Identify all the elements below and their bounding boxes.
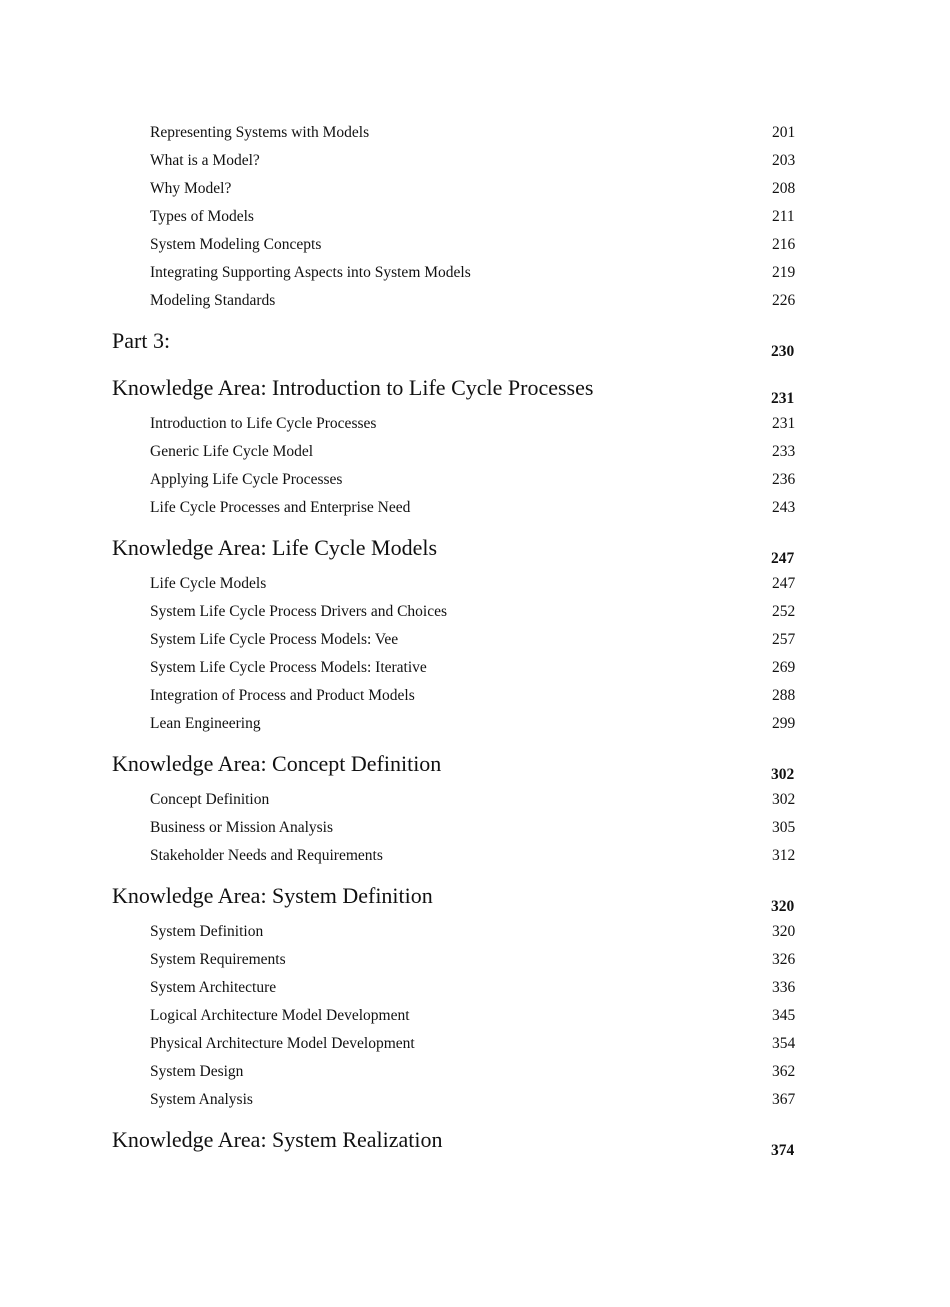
entry-title[interactable]: System Design bbox=[150, 1063, 244, 1080]
page-number: 203 bbox=[772, 152, 796, 169]
page-number: 345 bbox=[772, 1007, 796, 1024]
entry-title[interactable]: Physical Architecture Model Development bbox=[150, 1035, 415, 1052]
entry-title[interactable]: System Analysis bbox=[150, 1091, 253, 1108]
entry-title[interactable]: System Modeling Concepts bbox=[150, 236, 322, 253]
heading-title[interactable]: Part 3: bbox=[112, 328, 171, 353]
page-number: 326 bbox=[772, 951, 796, 968]
page-number: 247 bbox=[772, 575, 796, 592]
entry-title[interactable]: System Definition bbox=[150, 923, 264, 940]
page-number: 354 bbox=[772, 1035, 796, 1052]
page-number: 320 bbox=[772, 923, 796, 940]
page-number: 208 bbox=[772, 180, 796, 197]
page-number: 362 bbox=[772, 1063, 796, 1080]
entry-title[interactable]: What is a Model? bbox=[150, 152, 260, 169]
page-number: 243 bbox=[772, 499, 796, 516]
page-number: 233 bbox=[772, 443, 796, 460]
page-number: 288 bbox=[772, 687, 796, 704]
entry-title[interactable]: Concept Definition bbox=[150, 791, 270, 808]
heading-title[interactable]: Knowledge Area: Life Cycle Models bbox=[112, 535, 438, 560]
heading-title[interactable]: Knowledge Area: System Definition bbox=[112, 883, 433, 908]
heading-title[interactable]: Knowledge Area: System Realization bbox=[112, 1127, 443, 1152]
page-number: 367 bbox=[772, 1091, 796, 1108]
entry-title[interactable]: System Requirements bbox=[150, 951, 286, 968]
entry-title[interactable]: Lean Engineering bbox=[150, 715, 261, 732]
heading-title[interactable]: Knowledge Area: Concept Definition bbox=[112, 751, 442, 776]
page-number: 201 bbox=[772, 124, 796, 141]
page-number: 219 bbox=[772, 264, 796, 281]
entry-title[interactable]: Logical Architecture Model Development bbox=[150, 1007, 410, 1024]
entry-title[interactable]: Integrating Supporting Aspects into System Models bbox=[150, 264, 471, 281]
page-number: 230 bbox=[771, 343, 795, 360]
page-number: 231 bbox=[772, 415, 796, 432]
page-number: 226 bbox=[772, 292, 796, 309]
entry-title[interactable]: Life Cycle Models bbox=[150, 575, 267, 592]
entry-title[interactable]: System Life Cycle Process Models: Iterative bbox=[150, 659, 427, 676]
entry-title[interactable]: Generic Life Cycle Model bbox=[150, 443, 314, 460]
entry-title[interactable]: Why Model? bbox=[150, 180, 232, 197]
entry-title[interactable]: System Life Cycle Process Drivers and Choices bbox=[150, 603, 448, 620]
entry-title[interactable]: Business or Mission Analysis bbox=[150, 819, 334, 836]
entry-title[interactable]: Introduction to Life Cycle Processes bbox=[150, 415, 377, 432]
page-number: 312 bbox=[772, 847, 796, 864]
page-number: 247 bbox=[771, 550, 795, 567]
page-number: 257 bbox=[772, 631, 796, 648]
page-number: 336 bbox=[772, 979, 796, 996]
entry-title[interactable]: Representing Systems with Models bbox=[150, 124, 370, 141]
page-number: 374 bbox=[771, 1142, 795, 1159]
entry-title[interactable]: Modeling Standards bbox=[150, 292, 276, 309]
entry-title[interactable]: System Life Cycle Process Models: Vee bbox=[150, 631, 399, 648]
page-number: 305 bbox=[772, 819, 796, 836]
page-number: 211 bbox=[772, 208, 795, 225]
page-number: 302 bbox=[771, 766, 795, 783]
page-number: 252 bbox=[772, 603, 796, 620]
page-number: 216 bbox=[772, 236, 796, 253]
page-number: 269 bbox=[772, 659, 796, 676]
page-number: 299 bbox=[772, 715, 796, 732]
heading-title[interactable]: Knowledge Area: Introduction to Life Cycle Processes bbox=[112, 375, 594, 400]
entry-title[interactable]: System Architecture bbox=[150, 979, 277, 996]
page-number: 320 bbox=[771, 898, 795, 915]
entry-title[interactable]: Types of Models bbox=[150, 208, 254, 225]
entry-title[interactable]: Stakeholder Needs and Requirements bbox=[150, 847, 383, 864]
page-number: 302 bbox=[772, 791, 796, 808]
entry-title[interactable]: Life Cycle Processes and Enterprise Need bbox=[150, 499, 411, 516]
page-number: 231 bbox=[771, 390, 795, 407]
page-number: 236 bbox=[772, 471, 796, 488]
entry-title[interactable]: Integration of Process and Product Models bbox=[150, 687, 415, 704]
entry-title[interactable]: Applying Life Cycle Processes bbox=[150, 471, 343, 488]
